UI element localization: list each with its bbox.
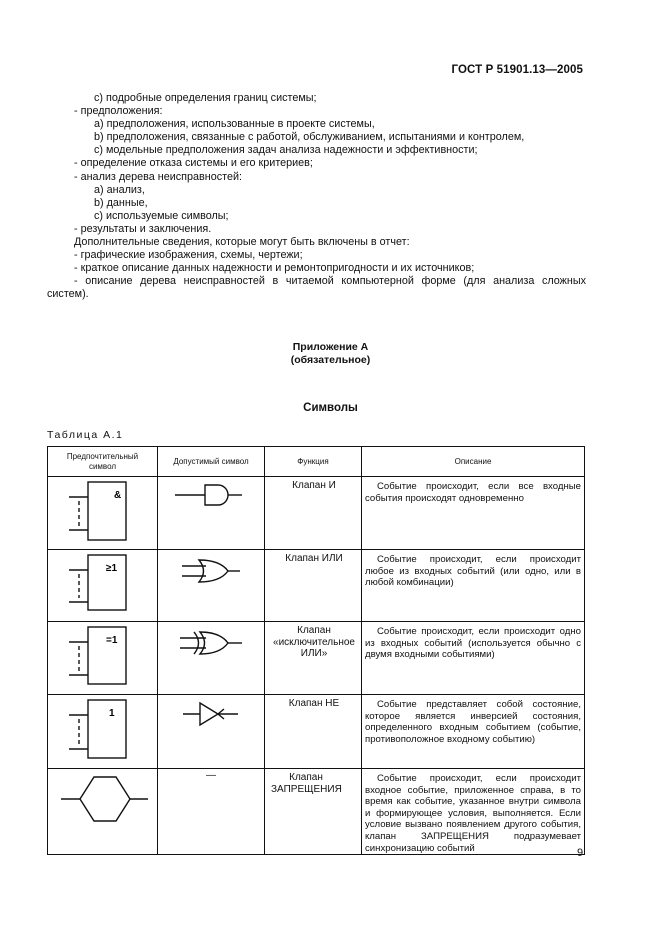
table-row: [48, 477, 585, 550]
function-label: Клапан НЕ: [288, 698, 340, 709]
symbol-label: =1: [106, 635, 118, 646]
and-gate-preferred-symbol: [48, 477, 158, 545]
body-line: - краткое описание данных надежности и ремонтопригодности и их источников;: [74, 262, 475, 275]
alt-symbol-cell: [158, 769, 265, 855]
section-title: Символы: [303, 402, 358, 414]
symbol-label: ≥1: [106, 563, 118, 574]
table-caption: Таблица А.1: [47, 429, 124, 441]
table-header-cell: Предпочтительный символ: [48, 447, 158, 477]
symbol-label: 1: [109, 708, 115, 719]
function-cell: [265, 695, 362, 769]
body-line: систем).: [47, 288, 89, 301]
appendix-title: Приложение А: [292, 341, 369, 353]
symbols-table: [47, 446, 585, 855]
or-gate-preferred-symbol: [48, 550, 158, 617]
table-row: [48, 769, 585, 855]
not-gate-preferred-symbol: [48, 695, 158, 764]
and-gate-alt-symbol: [158, 477, 265, 545]
body-line: - описание дерева неисправностей в читаемой компьютерной форме (для анализа сложных: [74, 275, 586, 288]
body-line: a) анализ,: [94, 183, 145, 196]
inhibit-gate-hexagon-symbol: [48, 769, 158, 847]
not-gate-alt-symbol: [158, 695, 265, 764]
body-line: - предположения:: [74, 105, 163, 118]
alt-symbol-cell: [158, 695, 265, 769]
description-cell: Событие происходит, если все входные события происходят одновременно: [362, 477, 585, 550]
body-text: [47, 92, 586, 302]
function-cell: [265, 769, 362, 855]
preferred-symbol-cell: [48, 477, 158, 550]
xor-gate-preferred-symbol: [48, 622, 158, 690]
body-line: a) предположения, использованные в проекте системы,: [94, 118, 375, 131]
preferred-symbol-cell: [48, 695, 158, 769]
function-label: Клапан И: [292, 480, 336, 491]
alt-symbol-cell: [158, 622, 265, 695]
alt-symbol-dash: —: [206, 770, 216, 781]
function-label: Клапан ЗАПРЕЩЕНИЯ: [271, 772, 342, 795]
function-cell: [265, 477, 362, 550]
body-line: - результаты и заключения.: [74, 222, 212, 235]
description-cell: Событие происходит, если происходит одно из входных событий (используется обычно с двумя входными событиями): [362, 622, 585, 695]
body-line: Дополнительные сведения, которые могут быть включены в отчет:: [74, 236, 410, 249]
function-label: Клапан ИЛИ: [285, 553, 343, 564]
table-header-cell: Допустимый символ: [158, 447, 265, 477]
description-cell: Событие происходит, если происходит любое из входных событий (или одно, или в любой комбинации): [362, 550, 585, 622]
table-row: [48, 695, 585, 769]
page-number: 9: [577, 847, 584, 859]
description-cell: Событие происходит, если происходит входное событие, приложенное справа, в то время как событие, указанное внутри символа и формирующее условия, выполняется. Если условие вызвано появлением другого события, клапан ЗАПРЕЩЕНИЯ подразумевает синхронизацию событий: [362, 769, 585, 855]
body-line: c) модельные предположения задач анализа надежности и эффективности;: [94, 144, 478, 157]
body-line: - графические изображения, схемы, чертежи;: [74, 249, 303, 262]
body-line: - определение отказа системы и его критериев;: [74, 157, 313, 170]
symbol-label: &: [114, 490, 122, 501]
table-row: [48, 550, 585, 622]
body-line: c) подробные определения границ системы;: [94, 92, 317, 104]
document-header: ГОСТ Р 51901.13—2005: [451, 64, 583, 76]
body-line: b) данные,: [94, 196, 148, 209]
preferred-symbol-cell: [48, 622, 158, 695]
function-cell: [265, 622, 362, 695]
body-line: b) предположения, связанные с работой, обслуживанием, испытаниями и контролем,: [94, 131, 525, 144]
description-cell: Событие представляет собой состояние, которое является инверсией состояния, определенного входным событием (событие, противоположное входному событию): [362, 695, 585, 769]
body-line: - анализ дерева неисправностей:: [74, 170, 242, 183]
alt-symbol-cell: [158, 550, 265, 622]
xor-gate-alt-symbol: [158, 622, 265, 690]
body-line: c) используемые символы;: [94, 209, 229, 222]
preferred-symbol-cell: [48, 550, 158, 622]
function-cell: [265, 550, 362, 622]
table-header-cell: Описание: [362, 447, 585, 477]
alt-symbol-cell: [158, 477, 265, 550]
or-gate-alt-symbol: [158, 550, 265, 617]
preferred-symbol-cell: [48, 769, 158, 855]
table-header-cell: Функция: [265, 447, 362, 477]
table-row: [48, 622, 585, 695]
table-header-row: [48, 447, 585, 477]
appendix-heading: [0, 341, 661, 367]
function-label: Клапан «исключительное ИЛИ»: [273, 625, 355, 659]
appendix-status: (обязательное): [290, 354, 371, 366]
